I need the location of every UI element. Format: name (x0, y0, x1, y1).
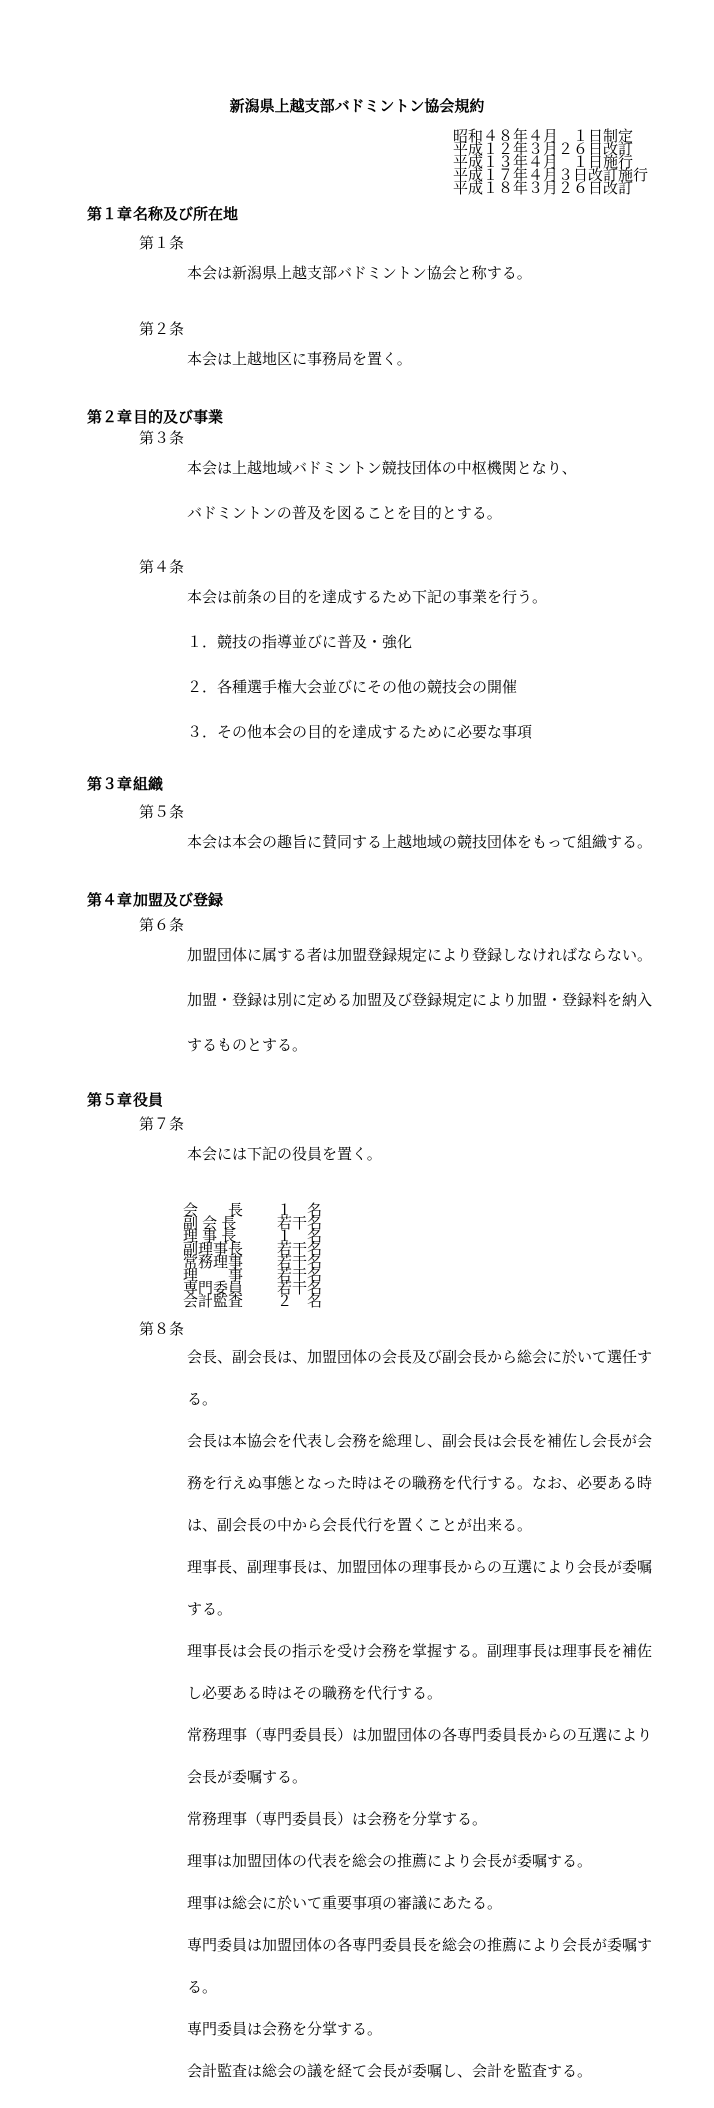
article-line: する。 (187, 1601, 233, 1618)
article-line: 理事長、副理事長は、加盟団体の理事長からの互選により会長が委嘱 (187, 1559, 653, 1576)
article-line: 会長、副会長は、加盟団体の会長及び副会長から総会に於いて選任す (187, 1349, 653, 1366)
article-line: 加盟・登録は別に定める加盟及び登録規定により加盟・登録料を納入 (187, 992, 653, 1009)
officer-role: 会計監査 (183, 1293, 244, 1310)
article-number: 第６条 (139, 917, 185, 934)
article-line: 会長は本協会を代表し会務を総理し、副会長は会長を補佐し会長が会 (187, 1433, 653, 1450)
officer-role: 副理事長 (183, 1241, 244, 1258)
officer-count: 若干名 (277, 1280, 323, 1297)
chapter-number: 第４章 (87, 892, 133, 909)
officer-row (183, 1217, 714, 1230)
article-line: 本会は本会の趣旨に賛同する上越地域の競技団体をもって組織する。 (187, 834, 653, 851)
article-line: 会計監査は総会の議を経て会長が委嘱し、会計を監査する。 (187, 2063, 593, 2080)
article-number: 第１条 (139, 235, 185, 252)
chapter-name: 加盟及び登録 (133, 892, 224, 909)
article-line: 本会は前条の目的を達成するため下記の事業を行う。 (187, 589, 548, 606)
article-number: 第７条 (139, 1116, 185, 1133)
officer-row (183, 1295, 714, 1308)
article-line: 専門委員は加盟団体の各専門委員長を総会の推薦により会長が委嘱す (187, 1937, 653, 1954)
article-line: するものとする。 (187, 1037, 308, 1054)
chapter-name: 名称及び所在地 (133, 206, 239, 223)
officer-count: ２ 名 (277, 1293, 323, 1310)
article-line: バドミントンの普及を図ることを目的とする。 (187, 505, 502, 522)
article (139, 560, 714, 770)
officer-row (183, 1282, 714, 1295)
chapter-number: 第３章 (87, 776, 133, 793)
officer-row (183, 1269, 714, 1282)
revision-date-line: 平成１７年４月３日改訂施行 (453, 167, 649, 184)
article-line: 理事は総会に於いて重要事項の審議にあたる。 (187, 1895, 503, 1912)
article-body (187, 431, 577, 551)
article (139, 431, 714, 551)
article-body (187, 918, 652, 1083)
officer-role: 専門委員 (183, 1280, 244, 1297)
revision-date-line: 平成１８年３月２６日改訂 (453, 180, 634, 197)
article-line: 理事は加盟団体の代表を総会の推薦により会長が委嘱する。 (187, 1853, 593, 1870)
article-body (187, 805, 652, 880)
officer-role: 副 会 長 (183, 1215, 237, 1232)
article (139, 918, 714, 1083)
article-line: 本会には下記の役員を置く。 (187, 1146, 382, 1163)
chapter-number: 第２章 (87, 409, 133, 426)
chapter-number: 第１章 (87, 206, 133, 223)
chapter-heading (87, 893, 714, 908)
officer-count: 若干名 (277, 1267, 323, 1284)
chapter-heading (87, 207, 714, 222)
article (139, 1323, 714, 2107)
officer-role: 会 長 (183, 1202, 244, 1219)
chapter-number: 第５章 (87, 1092, 133, 1109)
officer-row (183, 1256, 714, 1269)
article-line: 理事長は会長の指示を受け会務を掌握する。副理事長は理事長を補佐 (187, 1643, 653, 1660)
officer-role: 理 事 (183, 1267, 244, 1284)
officer-role: 理 事 長 (183, 1228, 237, 1245)
article-list-item: １．競技の指導並びに普及・強化 (187, 634, 413, 651)
article (139, 1117, 714, 1192)
article-line: 本会は新潟県上越支部バドミントン協会と称する。 (187, 265, 532, 282)
article-line: 加盟団体に属する者は加盟登録規定により登録しなければならない。 (187, 947, 653, 964)
officer-role: 常務理事 (183, 1254, 244, 1271)
article-number: 第２条 (139, 321, 185, 338)
article-line: る。 (187, 1391, 218, 1408)
article-body (187, 1117, 382, 1192)
article-number: 第３条 (139, 430, 185, 447)
revision-date-line: 平成１２年３月２６日改訂 (453, 141, 634, 158)
chapter-heading (87, 410, 714, 425)
chapter-name: 役員 (133, 1092, 164, 1109)
revision-date-line: 昭和４８年４月 １日制定 (453, 128, 634, 145)
chapter-name: 目的及び事業 (133, 409, 224, 426)
article-line: し必要ある時はその職務を代行する。 (187, 1685, 443, 1702)
officer-count: １ 名 (277, 1202, 323, 1219)
article-line: 会長が委嘱する。 (187, 1769, 308, 1786)
officer-count: １ 名 (277, 1228, 323, 1245)
officer-count: 若干名 (277, 1241, 323, 1258)
chapter-heading (87, 777, 714, 792)
article-list-item: ２．各種選手権大会並びにその他の競技会の開催 (187, 679, 518, 696)
article (139, 236, 714, 311)
revision-dates (453, 130, 714, 195)
chapter-name: 組織 (133, 776, 164, 793)
article-list-item: ３．その他本会の目的を達成するために必要な事項 (187, 724, 533, 741)
article-body (187, 560, 547, 770)
article-line: 務を行えぬ事態となった時はその職務を代行する。なお、必要ある時 (187, 1475, 653, 1492)
chapter-heading (87, 1093, 714, 1108)
article-line: 常務理事（専門委員長）は加盟団体の各専門委員長からの互選により (187, 1727, 653, 1744)
document-title: 新潟県上越支部バドミントン協会規約 (229, 98, 485, 115)
article-line: 専門委員は会務を分掌する。 (187, 2021, 383, 2038)
article-number: 第４条 (139, 559, 185, 576)
article-line: 本会は上越地域バドミントン競技団体の中枢機関となり、 (187, 460, 577, 477)
revision-date-line: 平成１３年４月 １日施行 (453, 154, 634, 171)
article-number: 第８条 (139, 1321, 185, 1338)
article-line: る。 (187, 1979, 218, 1996)
officer-list (183, 1204, 714, 1308)
officer-row (183, 1243, 714, 1256)
article-body (187, 1323, 652, 2107)
article-number: 第５条 (139, 804, 185, 821)
officer-count: 若干名 (277, 1254, 323, 1271)
article-line: は、副会長の中から会長代行を置くことが出来る。 (187, 1517, 533, 1534)
officer-count: 若干名 (277, 1215, 323, 1232)
article-line: 本会は上越地区に事務局を置く。 (187, 351, 412, 368)
article-line: 常務理事（専門委員長）は会務を分掌する。 (187, 1811, 488, 1828)
article-body (187, 322, 412, 397)
officer-row (183, 1230, 714, 1243)
officer-row (183, 1204, 714, 1217)
article (139, 805, 714, 880)
article-body (187, 236, 532, 311)
article (139, 322, 714, 397)
